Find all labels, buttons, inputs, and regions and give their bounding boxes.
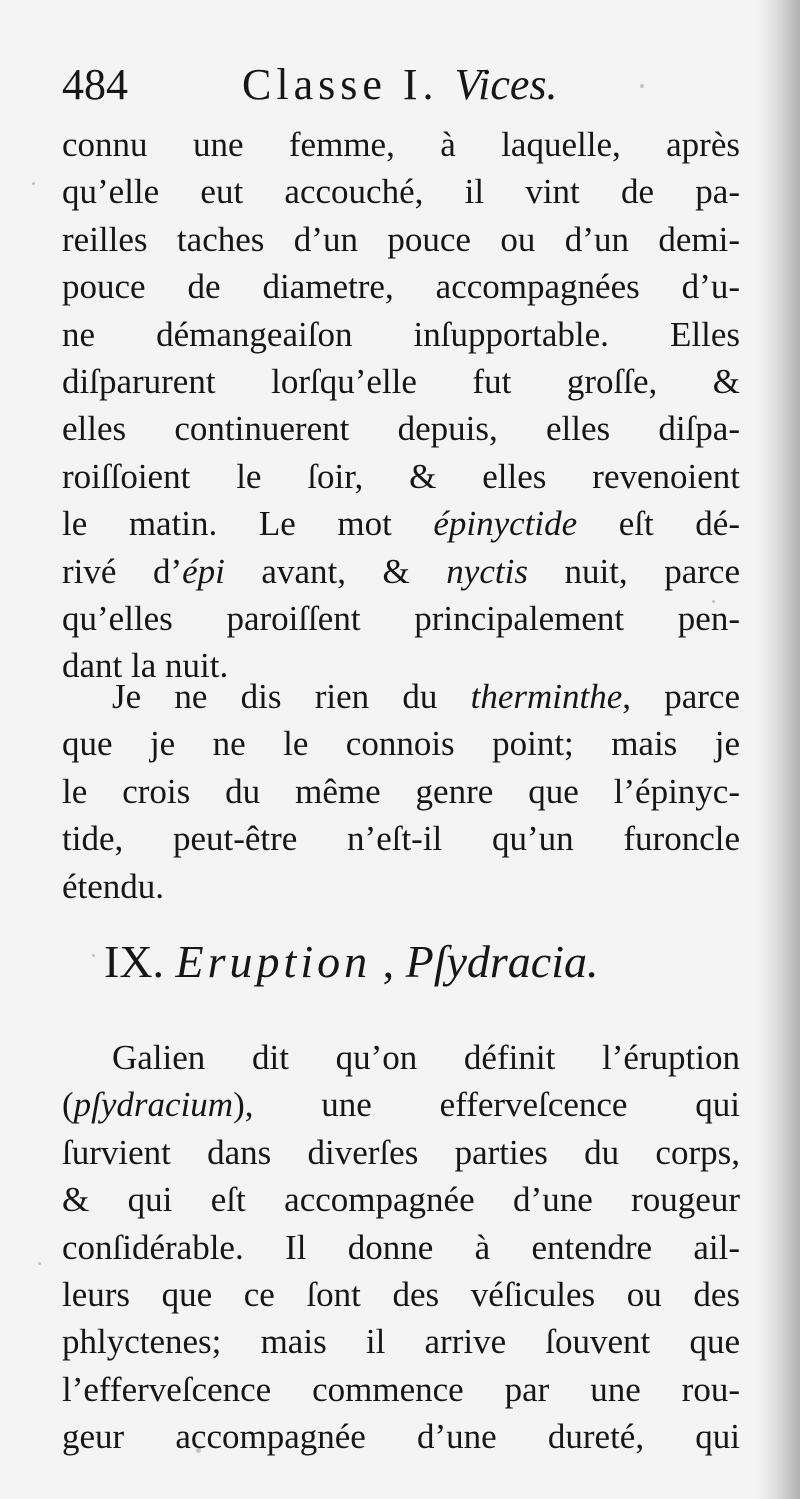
text-line: pouce de diametre, accompagnées d’u- <box>62 267 740 307</box>
text-run: , parce <box>622 677 740 716</box>
text-line <box>62 548 740 595</box>
section-title: Eruption <box>175 936 372 987</box>
text-line: diſparurent lorſqu’elle fut groſſe, & <box>62 361 740 401</box>
text-run: ( <box>62 1085 74 1125</box>
text-line: que je ne le connois point; mais je <box>62 724 740 764</box>
running-head-class: Classe I. <box>242 60 439 109</box>
text-line <box>62 673 740 720</box>
text-run: avant, & <box>224 551 447 591</box>
text-line: dant la nuit. <box>62 646 229 686</box>
term-epinyctide: épinyctide <box>433 504 578 544</box>
text-line: & qui eſt accompagnée d’une rougeur <box>62 1180 740 1220</box>
term-epi: épi <box>182 551 225 591</box>
page-edge-shadow <box>758 0 800 1499</box>
page-number: 484 <box>62 60 128 109</box>
text-line <box>62 500 740 547</box>
ink-speck <box>32 182 35 185</box>
ink-speck <box>640 84 644 88</box>
section-separator: , <box>382 936 395 987</box>
text-line: l’efferveſcence commence par une rou- <box>62 1369 740 1409</box>
term-psydracium: pſydracium <box>73 1085 234 1125</box>
paragraph-eruption <box>62 1034 740 1461</box>
ink-speck <box>38 1262 41 1265</box>
text-line: roiſſoient le ſoir, & elles revenoient <box>62 456 740 496</box>
term-nyctis: nyctis <box>446 551 528 591</box>
ink-speck <box>712 600 715 603</box>
text-line: étendu. <box>62 866 165 906</box>
text-line: conſidérable. Il donne à entendre ail- <box>62 1227 740 1267</box>
text-line: elles continuerent depuis, elles diſpa- <box>62 409 740 449</box>
running-head-vices: Vices. <box>454 60 558 109</box>
term-therminthe: therminthe <box>470 677 623 716</box>
text-line: geur accompagnée d’une dureté, qui <box>62 1417 740 1457</box>
text-line: qu’elle eut accouché, il vint de pa- <box>62 172 740 212</box>
paragraph-therminthe <box>62 673 740 910</box>
text-line: reilles taches d’un pouce ou d’un demi- <box>62 219 740 259</box>
running-head <box>242 50 558 120</box>
text-line: tide, peut-être n’eſt-il qu’un furoncle <box>62 819 740 859</box>
section-numeral: IX. <box>104 936 165 987</box>
text-line: qu’elles paroiſſent principalement pen- <box>62 598 740 638</box>
text-line <box>62 1081 740 1128</box>
section-latin-name: Pſydracia. <box>405 936 599 987</box>
text-run: Je ne dis rien du <box>112 677 471 716</box>
text-run: eſt dé- <box>577 504 740 544</box>
text-run: nuit, parce <box>527 551 740 591</box>
section-heading <box>104 927 744 997</box>
text-run: rivé d’ <box>62 551 183 591</box>
text-line: leurs que ce ſont des véſicules ou des <box>62 1274 740 1314</box>
ink-speck <box>196 1448 201 1453</box>
text-line: phlyctenes; mais il arrive ſouvent que <box>62 1322 740 1362</box>
text-line: ſurvient dans diverſes parties du corps, <box>62 1132 740 1172</box>
text-run: le matin. Le mot <box>62 504 434 544</box>
text-line: ne démangeaiſon inſupportable. Elles <box>62 314 740 354</box>
text-run: ), une efferveſcence qui <box>233 1085 740 1125</box>
paragraph-epinyctide <box>62 121 740 690</box>
text-line: Galien dit qu’on définit l’éruption <box>112 1038 740 1077</box>
text-line: connu une femme, à laquelle, après <box>62 125 740 164</box>
text-line: le crois du même genre que l’épinyc- <box>62 771 740 811</box>
ink-speck <box>92 954 95 957</box>
